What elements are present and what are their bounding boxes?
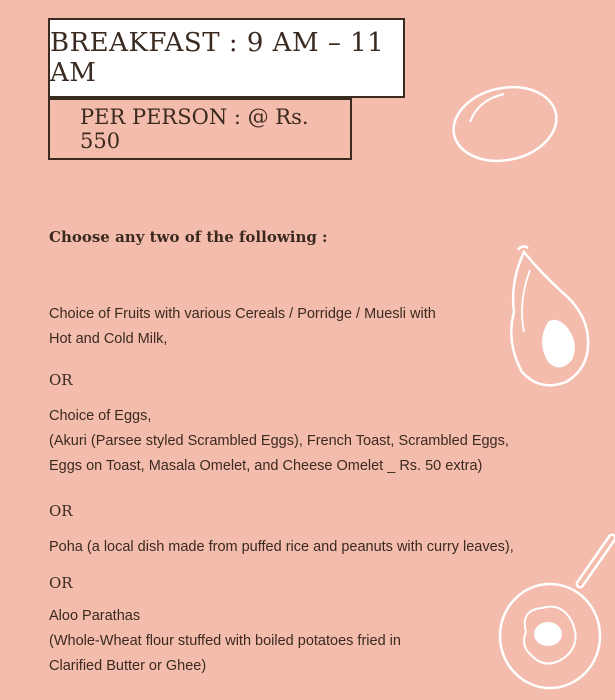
item-line: (Whole-Wheat flour stuffed with boiled potatoes fried in — [49, 633, 401, 649]
item-line: Clarified Butter or Ghee) — [49, 658, 207, 674]
egg-icon — [448, 82, 566, 164]
menu-item-eggs — [49, 408, 509, 474]
menu-item-poha — [49, 539, 514, 555]
or-separator: OR — [49, 502, 73, 520]
intro-text: Choose any two of the following : — [49, 228, 328, 246]
item-line: Poha (a local dish made from puffed rice and peanuts with curry leaves), — [49, 539, 514, 555]
item-line: Aloo Parathas — [49, 608, 141, 624]
title-box — [48, 18, 405, 98]
item-line: Hot and Cold Milk, — [49, 331, 168, 347]
or-separator: OR — [49, 371, 73, 389]
item-line: Choice of Eggs, — [49, 408, 152, 424]
price-label: PER PERSON : @ Rs. 550 — [80, 105, 309, 153]
item-line: (Akuri (Parsee styled Scrambled Eggs), French Toast, Scrambled Eggs, — [49, 433, 509, 449]
item-line: Choice of Fruits with various Cereals / Porridge / Muesli with — [49, 306, 436, 322]
breakfast-title: BREAKFAST : 9 AM – 11 AM — [50, 28, 385, 88]
menu-item-parathas — [49, 608, 401, 674]
menu-item-fruits — [49, 306, 436, 347]
or-separator: OR — [49, 574, 73, 592]
item-line: Eggs on Toast, Masala Omelet, and Cheese Omelet _ Rs. 50 extra) — [49, 458, 483, 474]
papaya-icon — [500, 242, 600, 392]
price-box — [48, 98, 352, 160]
